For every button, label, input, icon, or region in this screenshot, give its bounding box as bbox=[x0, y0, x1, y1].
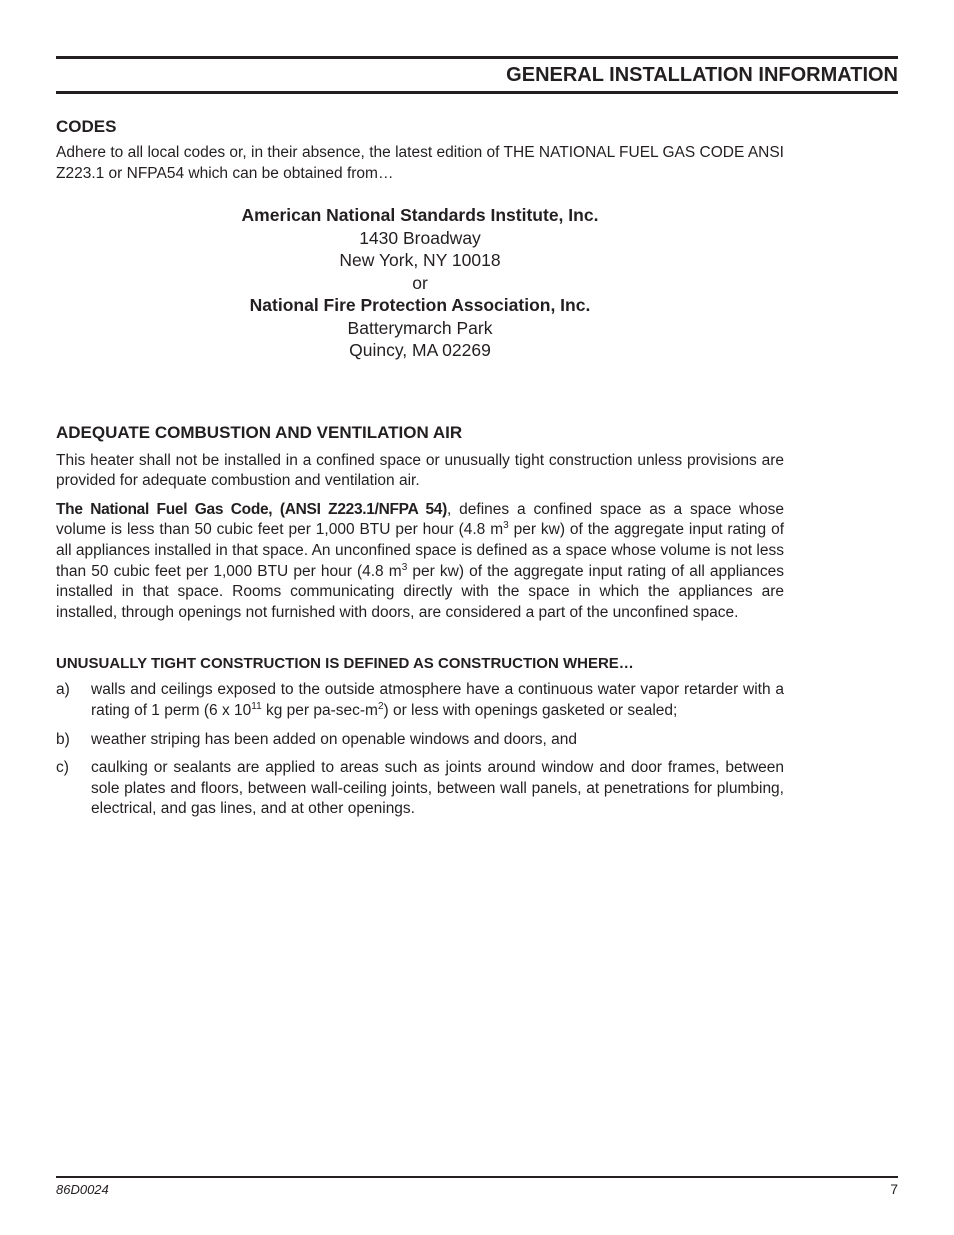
superscript: 11 bbox=[251, 701, 262, 713]
page-number: 7 bbox=[890, 1181, 898, 1197]
org-nfpa-name: National Fire Protection Association, Inc. bbox=[249, 295, 591, 316]
org-ansi-street: 1430 Broadway bbox=[359, 227, 481, 248]
codes-paragraph: Adhere to all local codes or, in their absence, the latest edition of THE NATIONAL FUEL GAS CODE ANSI Z223.1 or NFPA54 which can be obtained from… bbox=[56, 144, 784, 182]
fuel-gas-code-lead: The National Fuel Gas Code, (ANSI Z223.1/NFPA 54) bbox=[56, 500, 447, 518]
address-or: or bbox=[412, 272, 428, 293]
combustion-paragraph-2 bbox=[56, 500, 784, 624]
superscript: 3 bbox=[503, 520, 509, 532]
page-title: GENERAL INSTALLATION INFORMATION bbox=[506, 64, 898, 86]
codes-heading: CODES bbox=[56, 117, 117, 136]
combustion-text-a: , defines a confined space as a space whose volume is less than 50 cubic feet per 1,000 BTU per hour (4.8 m bbox=[56, 500, 784, 539]
tight-construction-heading: UNUSUALLY TIGHT CONSTRUCTION IS DEFINED AS CONSTRUCTION WHERE… bbox=[56, 655, 634, 673]
list-marker: b) bbox=[56, 730, 70, 748]
list-text-a: walls and ceilings exposed to the outside atmosphere have a continuous water vapor retarder with a rating of 1 perm (6 x 10 bbox=[91, 681, 784, 720]
list-marker: a) bbox=[56, 681, 70, 699]
document-code: 86D0024 bbox=[56, 1182, 109, 1197]
page-content bbox=[56, 116, 784, 828]
superscript: 3 bbox=[401, 561, 408, 573]
superscript: 2 bbox=[377, 701, 384, 713]
list-item-text: caulking or sealants are applied to areas such as joints around window and door frames, between sole plates and floors, between wall-ceiling joints, between wall panels, at penetrations for plumbing, electrical, and gas lines, and at other openings. bbox=[91, 759, 784, 818]
header-bottom-rule bbox=[56, 91, 898, 94]
list-marker: c) bbox=[56, 759, 69, 777]
combustion-text-c: per kw) of the aggregate input rating of all appliances installed in that space. Rooms communicating directly with the space in which the appliances are installed, through openings not furnished with doors, are considered a part of the unconfined space. bbox=[56, 562, 784, 621]
list-item-text bbox=[91, 680, 784, 721]
combustion-text-b: per kw) of the aggregate input rating of all appliances installed in that space. An unconfined space is defined as a space whose volume is not less than 50 cubic feet per 1,000 BTU per hour (4.8 m bbox=[56, 521, 784, 580]
org-nfpa-street: Batterymarch Park bbox=[347, 317, 493, 338]
footer-rule bbox=[56, 1176, 898, 1178]
list-text-b: kg per pa-sec-m bbox=[261, 702, 378, 720]
combustion-heading: ADEQUATE COMBUSTION AND VENTILATION AIR bbox=[56, 422, 463, 442]
org-ansi-city: New York, NY 10018 bbox=[339, 250, 501, 271]
list-item bbox=[56, 730, 784, 751]
org-ansi-name: American National Standards Institute, Inc. bbox=[241, 205, 599, 226]
tight-construction-list bbox=[56, 680, 784, 820]
list-text-c: ) or less with openings gasketed or sealed; bbox=[383, 702, 678, 720]
combustion-paragraph-1: This heater shall not be installed in a confined space or unusually tight construction unless provisions are provided for adequate combustion and ventilation air. bbox=[56, 451, 784, 490]
list-item-text: weather striping has been added on openable windows and doors, and bbox=[91, 730, 578, 748]
address-block bbox=[56, 204, 784, 362]
list-item bbox=[56, 680, 784, 721]
header-top-rule bbox=[56, 56, 898, 59]
list-item bbox=[56, 758, 784, 820]
org-nfpa-city: Quincy, MA 02269 bbox=[349, 340, 491, 361]
